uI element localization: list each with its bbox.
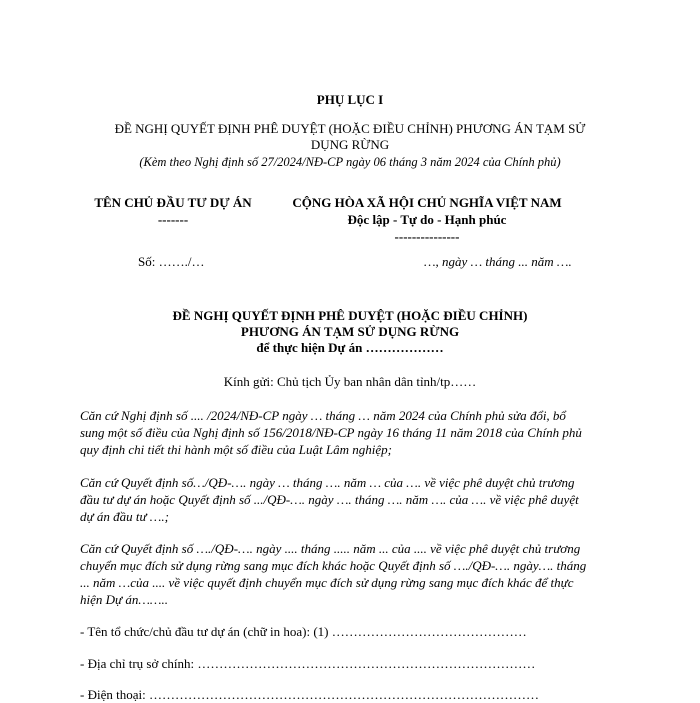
legal-basis-2-line-3: dự án đầu tư ….;	[80, 509, 169, 524]
legal-basis-1-line-1: Căn cứ Nghị định số .... /2024/NĐ-CP ngày … tháng … năm 2024 của Chính phủ sửa đổi, bổ	[80, 408, 566, 423]
legal-basis-3-line-2: chuyển mục đích sử dụng rừng sang mục đích khác hoặc Quyết định số …./QĐ-…. ngày…. tháng	[80, 558, 587, 573]
main-title-line-2: PHƯƠNG ÁN TẠM SỬ DỤNG RỪNG	[240, 324, 460, 339]
main-title-line-3: để thực hiện Dự án ………………	[256, 340, 444, 355]
investor-header: TÊN CHỦ ĐẦU TƯ DỰ ÁN	[94, 195, 252, 210]
legal-basis-3-line-4: hiện Dự án……..	[80, 592, 168, 607]
document-number: Số: ……./…	[138, 254, 205, 269]
motto-separator: ---------------	[394, 229, 460, 244]
field-organization-name: - Tên tổ chức/chủ đầu tư dự án (chữ in hoa): (1) ………………………………………	[80, 624, 527, 639]
form-title-line-1: ĐỀ NGHỊ QUYẾT ĐỊNH PHÊ DUYỆT (HOẶC ĐIỀU CHỈNH) PHƯƠNG ÁN TẠM SỬ	[114, 121, 586, 136]
legal-basis-2-line-1: Căn cứ Quyết định số…/QĐ-…. ngày … tháng …. năm … của …. về việc phê duyệt chủ trương	[80, 475, 575, 490]
recipient: Kính gửi: Chủ tịch Ủy ban nhân dân tỉnh/tp……	[223, 374, 477, 389]
legal-basis-1-line-2: sung một số điều của Nghị định số 156/2018/NĐ-CP ngày 16 tháng 11 năm 2018 của Chính phủ	[80, 425, 582, 440]
main-title	[80, 308, 620, 356]
field-phone: - Điện thoại: ………………………………………………………………………………	[80, 687, 539, 702]
field-head-office-address: - Địa chỉ trụ sở chính: ……………………………………………………………………	[80, 656, 536, 671]
investor-separator: -------	[157, 212, 189, 227]
appendix-title: PHỤ LỤC I	[316, 92, 384, 107]
place-date: …, ngày … tháng ... năm ….	[424, 254, 572, 269]
legal-basis-3	[80, 540, 620, 608]
attachment-note: (Kèm theo Nghị định số 27/2024/NĐ-CP ngày 06 tháng 3 năm 2024 của Chính phủ)	[139, 155, 561, 169]
legal-basis-2-line-2: đầu tư dự án hoặc Quyết định số .../QĐ-…. ngày …. tháng …. năm …. của …. về việc phê duyệt	[80, 492, 579, 507]
motto: Độc lập - Tự do - Hạnh phúc	[347, 212, 507, 227]
main-title-line-1: ĐỀ NGHỊ QUYẾT ĐỊNH PHÊ DUYỆT (HOẶC ĐIỀU CHỈNH)	[172, 308, 528, 323]
form-title-line-2: DỤNG RỪNG	[310, 137, 390, 152]
legal-basis-1-line-3: quy định chi tiết thi hành một số điều của Luật Lâm nghiệp;	[80, 442, 392, 457]
form-title	[80, 121, 620, 153]
nation-header: CỘNG HÒA XÃ HỘI CHỦ NGHĨA VIỆT NAM	[292, 195, 562, 210]
legal-basis-3-line-1: Căn cứ Quyết định số …./QĐ-…. ngày .... tháng ..... năm ... của .... về việc phê duyệt chủ trương	[80, 541, 581, 556]
legal-basis-2	[80, 474, 620, 525]
legal-basis-1	[80, 407, 620, 458]
legal-basis-3-line-3: ... năm …của .... về việc quyết định chuyển mục đích sử dụng rừng sang mục đích khác để thực	[80, 575, 574, 590]
